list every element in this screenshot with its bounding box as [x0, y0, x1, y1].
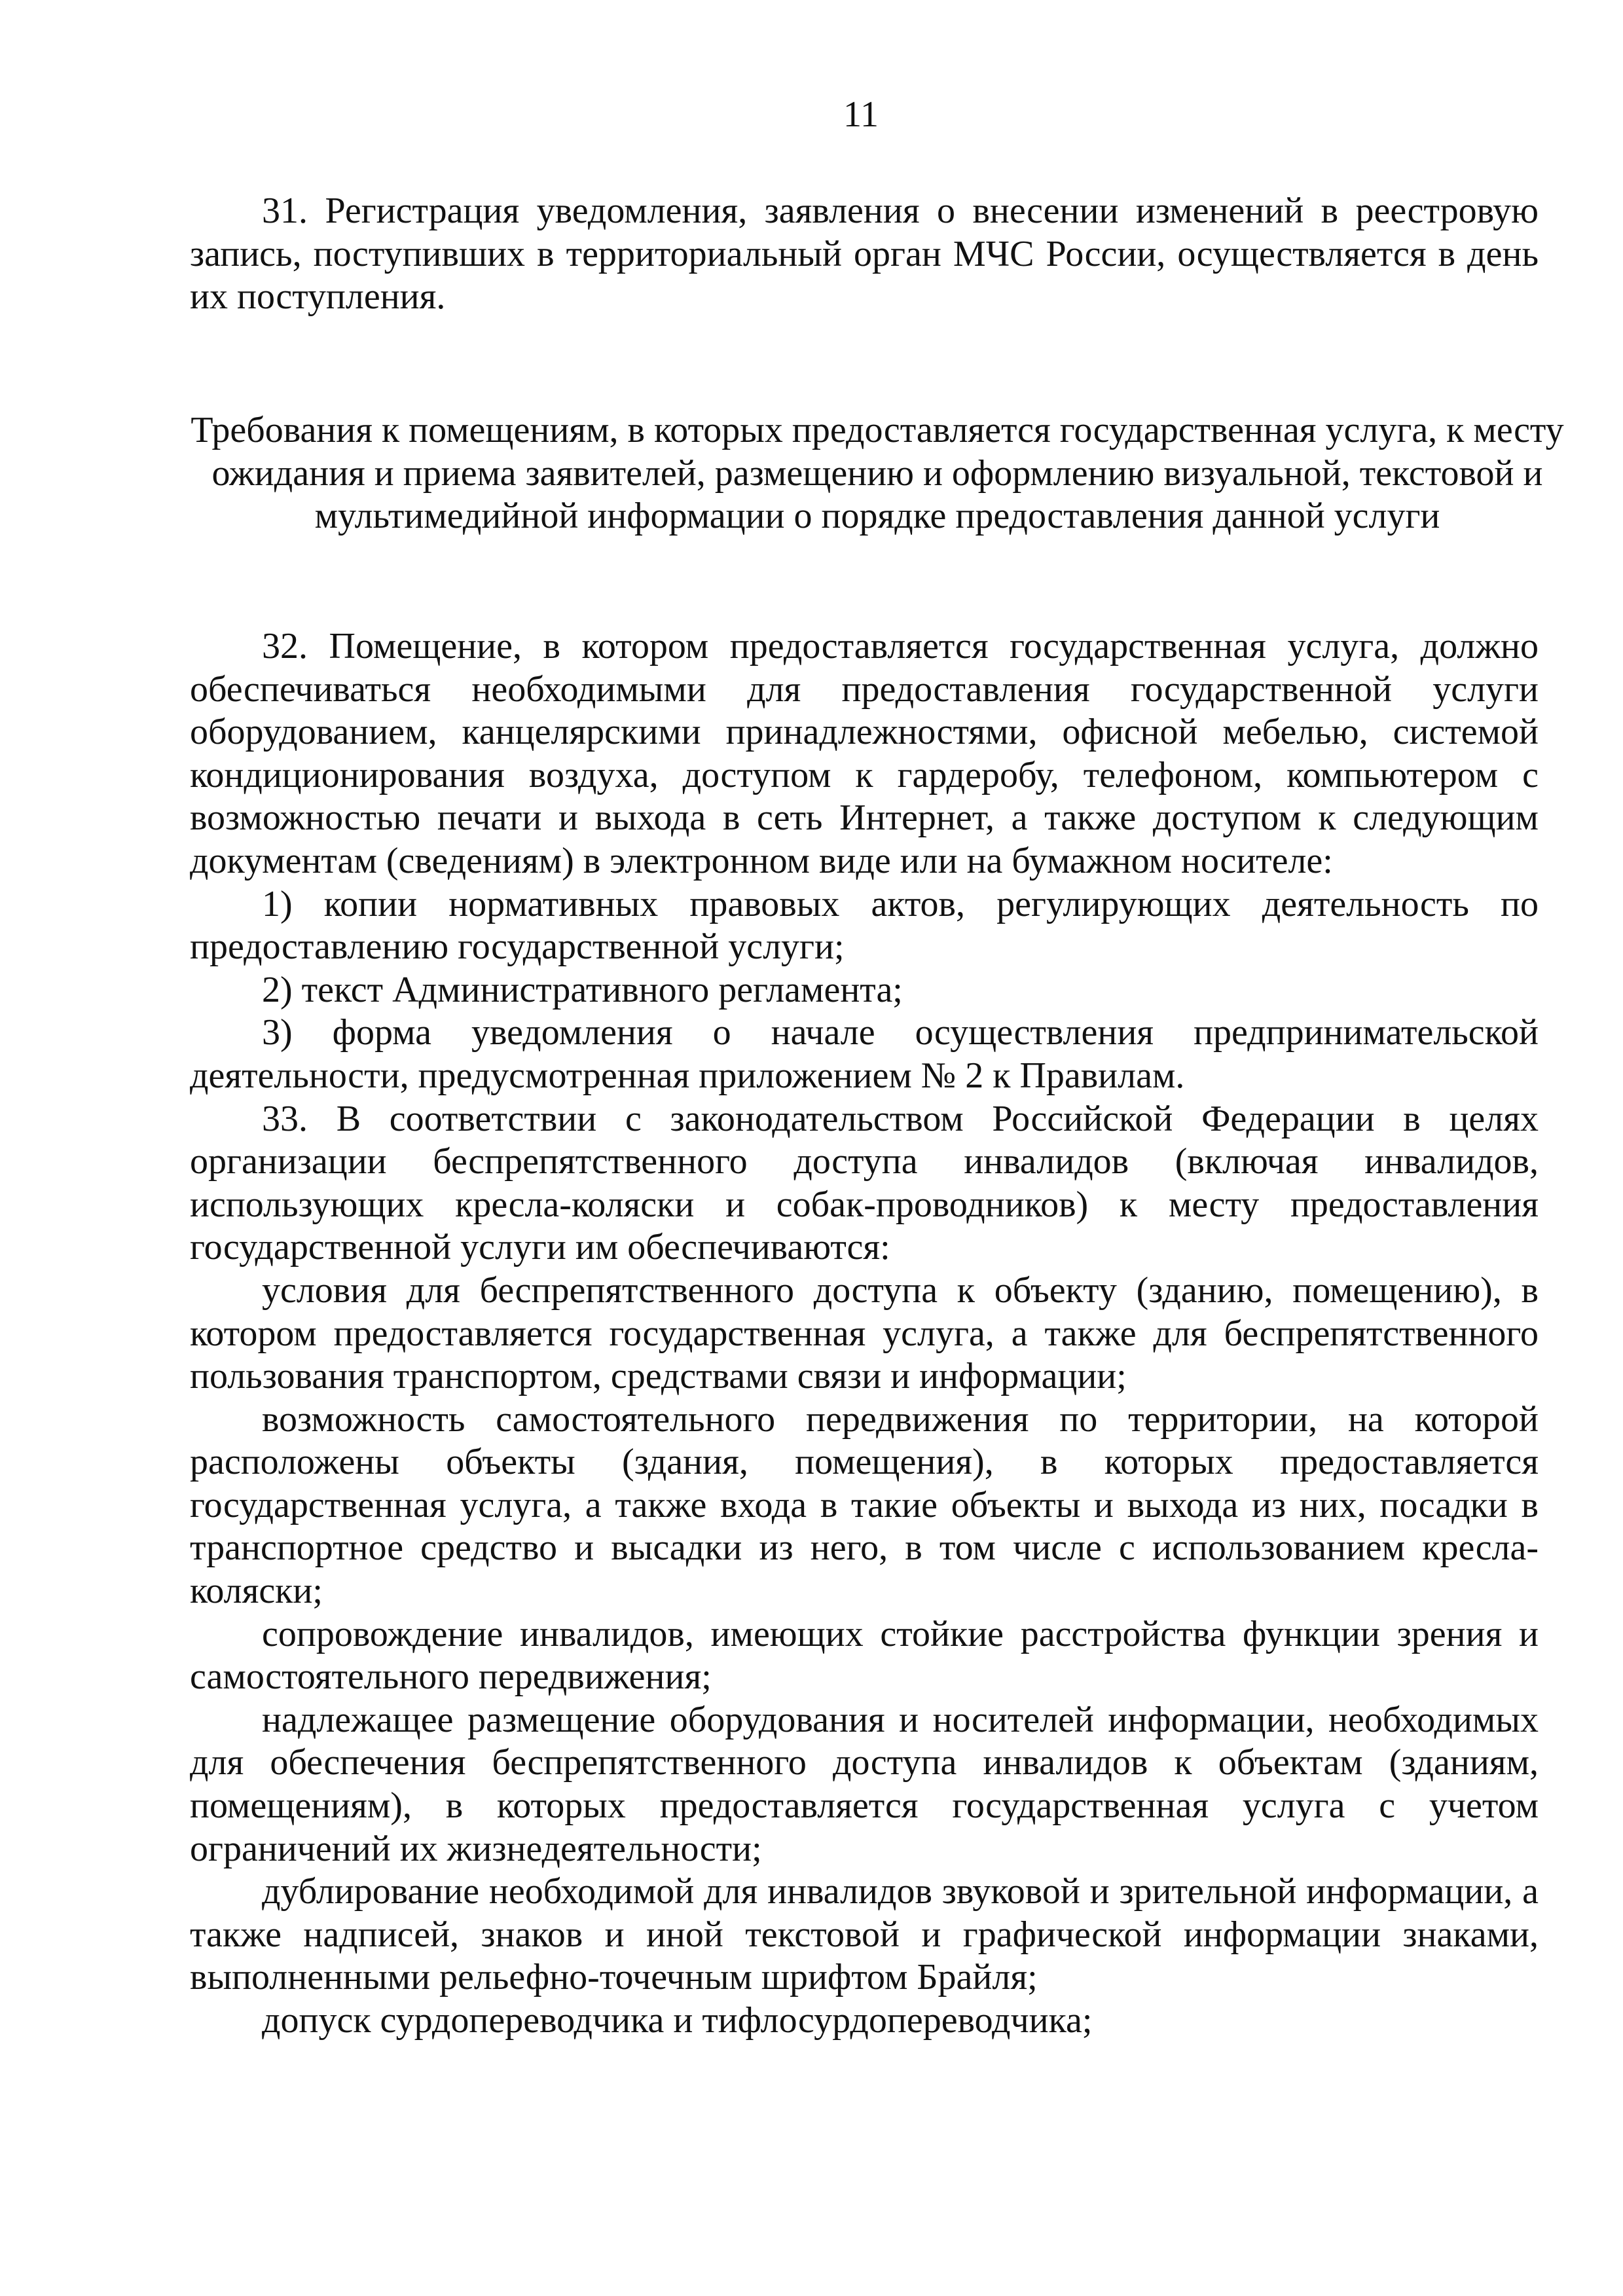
paragraph-33-item-3: сопровождение инвалидов, имеющих стойкие расстройства функции зрения и самостоятельного передвижения; [190, 1613, 1539, 1698]
main-text-block [190, 625, 1539, 2043]
paragraph-33-item-4: надлежащее размещение оборудования и носителей информации, необходимых для обеспечения беспрепятственного доступа инвалидов к объектам (зданиям, помещениям), в которых предоставляется государственная услуга с учетом ограничений их жизнедеятельности; [190, 1699, 1539, 1869]
paragraph-32-item-2: 2) текст Административного регламента; [262, 969, 903, 1010]
paragraph-31-block [190, 190, 1539, 319]
paragraph-33-intro: 33. В соответствии с законодательством Российской Федерации в целях организации беспрепятственного доступа инвалидов (включая инвалидов, использующих кресла-коляски и собак-проводников) к месту предоставления государственной услуги им обеспечиваются: [190, 1098, 1539, 1268]
section-heading-block [190, 409, 1565, 538]
paragraph-32-item-1: 1) копии нормативных правовых актов, регулирующих деятельность по предоставлению государственной услуги; [190, 883, 1539, 968]
paragraph-33-item-6: допуск сурдопереводчика и тифлосурдопереводчика; [262, 2000, 1093, 2041]
page-number: 11 [843, 94, 879, 135]
paragraph-33-item-2: возможность самостоятельного передвижения по территории, на которой расположены объекты (здания, помещения), в которых предоставляется государственная услуга, а также входа в такие объекты и выхода из них, посадки в транспортное средство и высадки из него, в том числе с использованием кресла-коляски; [190, 1398, 1539, 1612]
paragraph-32-intro: 32. Помещение, в котором предоставляется государственная услуга, должно обеспечиваться необходимыми для предоставления государственной услуги оборудованием, канцелярскими принадлежностями, офисной мебелью, системой кондиционирования воздуха, доступом к гардеробу, телефоном, компьютером с возможностью печати и выхода в сеть Интернет, а также доступом к следующим документам (сведениям) в электронном виде или на бумажном носителе: [190, 626, 1539, 881]
paragraph-33-item-5: дублирование необходимой для инвалидов звуковой и зрительной информации, а также надписей, знаков и иной текстовой и графической информации знаками, выполненными рельефно-точечным шрифтом Брайля; [190, 1871, 1539, 1998]
paragraph-32-item-3: 3) форма уведомления о начале осуществления предпринимательской деятельности, предусмотренная приложением № 2 к Правилам. [190, 1012, 1539, 1096]
paragraph-33-item-1: условия для беспрепятственного доступа к объекту (зданию, помещению), в котором предоставляется государственная услуга, а также для беспрепятственного пользования транспортом, средствами связи и информации; [190, 1269, 1539, 1397]
section-heading: Требования к помещениям, в которых предоставляется государственная услуга, к месту ожидания и приема заявителей, размещению и оформлению визуальной, текстовой и мультимедийной информации о порядке предоставления данной услуги [191, 410, 1564, 537]
paragraph-31: 31. Регистрация уведомления, заявления о внесении изменений в реестровую запись, поступивших в территориальный орган МЧС России, осуществляется в день их поступления. [190, 191, 1539, 318]
